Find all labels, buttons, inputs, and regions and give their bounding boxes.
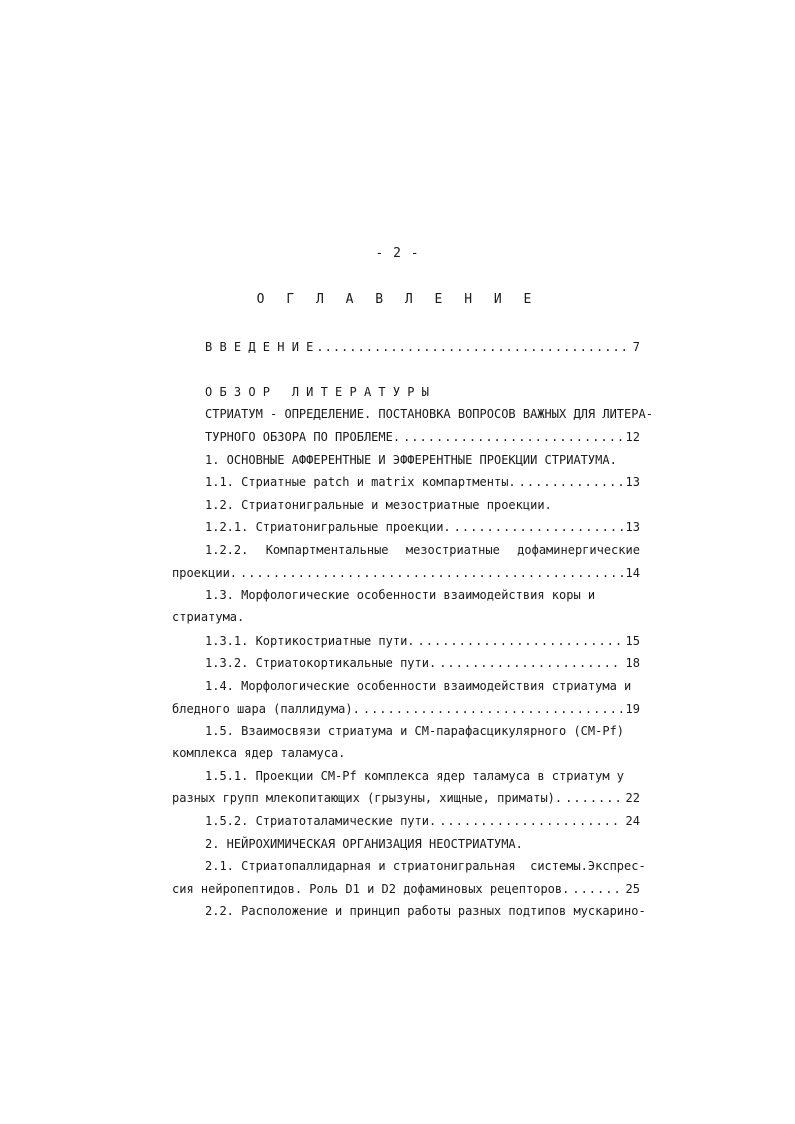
dot-leader (572, 881, 622, 897)
toc-entry-text: В В Е Д Е Н И Е (205, 340, 314, 354)
dot-leader (439, 655, 622, 671)
toc-entry-1-4-line1: 1.4. Морфологические особенности взаимодействия стриатума и (205, 679, 632, 693)
toc-entry-page: 13 (625, 520, 640, 534)
toc-word: 1.2.2. (205, 543, 249, 557)
toc-entry-text: 1.2.1. Стриатонигральные проекции. (205, 520, 451, 534)
toc-entry-page: 22 (625, 791, 640, 805)
toc-entry-1-2: 1.2. Стриатонигральные и мезостриатные проекции. (205, 498, 552, 512)
toc-entry-2-1-line1: 2.1. Стриатопаллидарная и стриатонигральная системы.Экспрес- (205, 859, 646, 873)
dot-leader (519, 474, 623, 490)
toc-entry-1-3-line2: стриатума. (172, 610, 245, 624)
toc-entry-page: 13 (625, 475, 640, 489)
toc-entry-page: 25 (625, 882, 640, 896)
toc-entry-1-4-line2 (172, 701, 640, 717)
toc-entry-text: 1.3.2. Стриатокортикальные пути. (205, 656, 437, 670)
toc-entry-page: 14 (625, 566, 640, 580)
toc-title: О Г Л А В Л Е Н И Е (256, 292, 539, 307)
toc-entry-1-2-1 (205, 519, 640, 535)
toc-word: Компартментальные (265, 543, 389, 557)
toc-entry-1-5-1-line2 (172, 790, 640, 806)
toc-entry-page: 15 (625, 634, 640, 648)
toc-section-heading-review: О Б З О Р Л И Т Е Р А Т У Р Ы (205, 385, 429, 399)
toc-entry-text: 1.3.1. Кортикостриатные пути. (205, 634, 415, 648)
dot-leader (403, 429, 622, 445)
toc-entry-page: 24 (625, 814, 640, 828)
toc-entry-text: бледного шара (паллидума). (172, 702, 360, 716)
toc-entry-1-3-line1: 1.3. Морфологические особенности взаимодействия коры и (205, 588, 596, 602)
toc-entry-text: разных групп млекопитающих (грызуны, хищные, приматы). (172, 791, 563, 805)
toc-entry-1-5-1-line1: 1.5.1. Проекции СМ-Pf комплекса ядер таламуса в стриатум у (205, 769, 625, 783)
toc-entry-intro (205, 339, 640, 355)
toc-entry-2-1-line2 (172, 881, 640, 897)
toc-entry-page: 12 (625, 430, 640, 444)
toc-entry-striatum-def-line1: СТРИАТУМ - ОПРЕДЕЛЕНИЕ. ПОСТАНОВКА ВОПРОСОВ ВАЖНЫХ ДЛЯ ЛИТЕРА- (205, 407, 653, 421)
toc-entry-page: 19 (625, 702, 640, 716)
toc-entry-text: сия нейропептидов. Роль D1 и D2 дофаминовых рецепторов. (172, 882, 570, 896)
toc-entry-1-5-line2: комплекса ядер таламуса. (172, 746, 346, 760)
toc-word: мезостриатные (405, 543, 500, 557)
toc-section-2: 2. НЕЙРОХИМИЧЕСКАЯ ОРГАНИЗАЦИЯ НЕОСТРИАТУМА. (205, 837, 523, 851)
toc-entry-page: 18 (625, 656, 640, 670)
dot-leader (240, 565, 623, 581)
toc-entry-text: 1.5.2. Стриатоталамические пути. (205, 814, 437, 828)
toc-section-1: 1. ОСНОВНЫЕ АФФЕРЕНТНЫЕ И ЭФФЕРЕНТНЫЕ ПРОЕКЦИИ СТРИАТУМА. (205, 453, 617, 467)
toc-entry-page: 7 (632, 340, 640, 354)
toc-entry-1-5-2 (205, 813, 640, 829)
toc-entry-1-3-2 (205, 655, 640, 671)
dot-leader (316, 339, 629, 355)
page-number: - 2 - (375, 246, 420, 261)
toc-entry-1-5-line1: 1.5. Взаимосвязи стриатума и СМ-парафасцикулярного (СМ-Pf) (205, 724, 625, 738)
toc-entry-text: проекции. (172, 566, 238, 580)
toc-entry-striatum-def-line2 (205, 429, 640, 445)
toc-entry-text: ТУРНОГО ОБЗОРА ПО ПРОБЛЕМЕ. (205, 430, 401, 444)
toc-word: дофаминергические (517, 543, 640, 557)
toc-entry-1-1 (205, 474, 640, 490)
dot-leader (363, 701, 623, 717)
toc-entry-2-2-line1: 2.2. Расположение и принцип работы разных подтипов мускарино- (205, 904, 646, 918)
dot-leader (418, 633, 623, 649)
dot-leader (565, 790, 622, 806)
toc-entry-1-2-2-line1 (205, 542, 640, 558)
dot-leader (454, 519, 623, 535)
toc-entry-1-3-1 (205, 633, 640, 649)
dot-leader (439, 813, 622, 829)
toc-entry-text: 1.1. Стриатные patch и matrix компартменты. (205, 475, 516, 489)
toc-entry-1-2-2-line2 (172, 565, 640, 581)
